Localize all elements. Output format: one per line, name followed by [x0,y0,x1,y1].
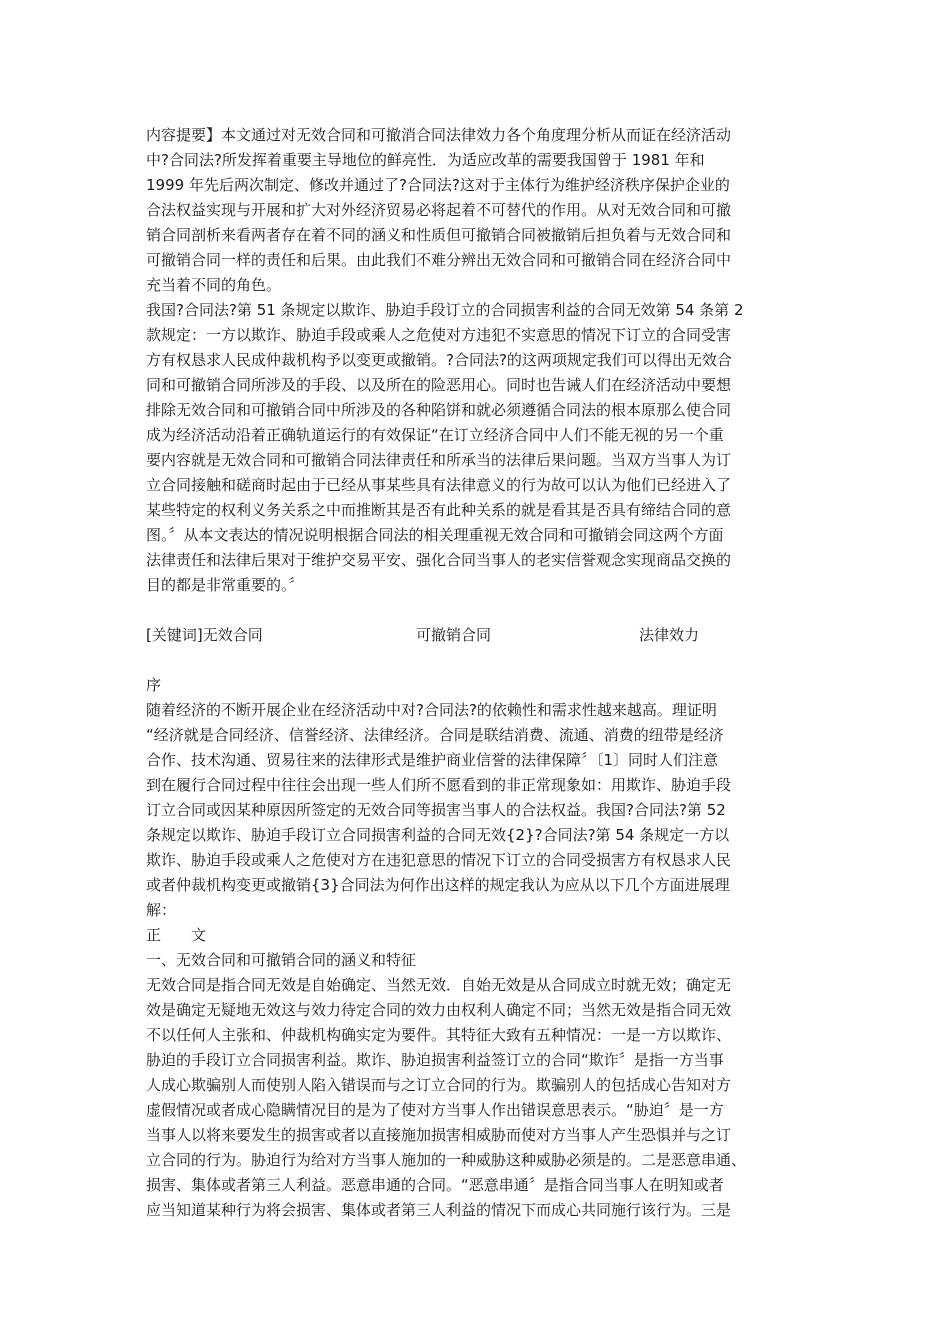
section1-body [146,973,806,1223]
abstract-line: 方有权恳求人民成仲裁机构予以变更或撤销。?合同法?的这两项规定我们可以得出无效合 [146,351,732,369]
abstract-line: 法律责任和法律后果对于维护交易平安、强化合同当事人的老实信誉观念实现商品交换的 [146,551,732,569]
preface-line: 订立合同或因某种原因所签定的无效合同等损害当事人的合法权益。我国?合同法?第 52 [146,801,726,819]
preface-line: 解： [146,901,177,919]
section1-line: 人成心欺骗别人而使别人陷入错误而与之订立合同的行为。欺骗别人的包括成心告知对方 [146,1076,732,1094]
section1-line: 不以任何人主张和、仲裁机构确实定为要件。其特征大致有五种情况：一是一方以欺诈、 [146,1026,732,1044]
keyword-second: 可撤销合同 [416,626,492,644]
abstract-line: 图。〞从本文表达的情况说明根据合同法的相关理重视无效合同和可撤销会同这两个方面 [146,526,724,544]
abstract-line: 款规定：一方以欺诈、胁迫手段或乘人之危使对方违犯不实意思的情况下订立的合同受害 [146,326,732,344]
preface-line: 到在履行合同过程中往往会出现一些人们所不愿看到的非正常现象如：用欺诈、胁迫手段 [146,776,732,794]
abstract-line: 排除无效合同和可撤销合同中所涉及的各种陷饼和就必须遵循合同法的根本原那么使合同 [146,401,732,419]
preface-line: 欺诈、胁迫手段或乘人之危使对方在违犯意思的情况下订立的合同受损害方有权恳求人民 [146,851,732,869]
abstract-line: 成为经济活动沿着正确轨道运行的有效保证“在订立经济合同中人们不能无视的另一个重 [146,426,724,444]
section1-line: 损害、集体或者第三人利益。恶意串通的合同。“恶意串通〞是指合同当事人在明知或者 [146,1176,724,1194]
preface-line: 或者仲裁机构变更或撤销{3}合同法为何作出这样的规定我认为应从以下几个方面进展理 [146,876,730,894]
preface-line: 合作、技术沟通、贸易往来的法律形式是维护商业信誉的法律保障〞〔1〕同时人们注意 [146,751,719,769]
abstract-line: 目的都是非常重要的。〞 [146,576,304,594]
abstract-line: 中?合同法?所发挥着重要主导地位的鲜亮性．为适应改革的需要我国曾于 1981 年和 [146,151,705,169]
section1-heading: 一、无效合同和可撤销合同的涵义和特征 [146,951,417,969]
abstract-line: 立合同接触和磋商时起由于已经从事某些具有法律意义的行为故可以认为他们已经进入了 [146,476,732,494]
section1-line: 胁迫的手段订立合同损害利益。欺诈、胁迫损害利益签订立的合同“欺诈〞是指一方当事 [146,1051,724,1069]
abstract-line: 销合同剖析来看两者存在着不同的涵义和性质但可撤销合同被撤销后担负着与无效合同和 [146,226,732,244]
abstract-line: 充当着不同的角色。 [146,276,282,294]
keyword-label-first: [关键词]无效合同 [146,626,263,644]
abstract-line: 1999 年先后两次制定、修改并通过了?合同法?这对于主体行为维护经济秩序保护企业的 [146,176,730,194]
paragraph-gap [146,648,806,673]
paragraph-gap [146,598,806,623]
section1-line: 当事人以将来要发生的损害或者以直接施加损害相威胁而使对方当事人产生恐惧并与之订 [146,1126,732,1144]
section1-line: 无效合同是指合同无效是自始确定、当然无效．自始无效是从合同成立时就无效；确定无 [146,976,732,994]
preface-heading: 序 [146,676,162,694]
section1-line: 立合同的行为。胁迫行为给对方当事人施加的一种威胁这种威胁必须是的。二是恶意串通、 [146,1151,747,1169]
keywords-line [146,623,806,648]
abstract-line: 要内容就是无效合同和可撤销合同法律责任和所承当的法律后果问题。当双方当事人为订 [146,451,732,469]
section1-line: 虚假情况或者成心隐瞒情况目的是为了使对方当事人作出错误意思表示。“胁迫〞是一方 [146,1101,724,1119]
preface-line: 随着经济的不断开展企业在经济活动中对?合同法?的依赖性和需求性越来越高。理证明 [146,701,717,719]
abstract-line: 内容提要】本文通过对无效合同和可撤消合同法律效力各个角度理分析从而证在经济活动 [146,126,732,144]
body-heading: 正 文 [146,926,207,944]
abstract-line: 我国?合同法?第 51 条规定以欺诈、胁迫手段订立的合同损害利益的合同无效第 54 条第 2 [146,301,744,319]
keyword-third: 法律效力 [639,626,700,644]
preface-section [146,698,806,923]
abstract-line: 某些特定的权利义务关系之中而推断其是否有此种关系的就是看其是否具有缔结合同的意 [146,501,732,519]
preface-line: “经济就是合同经济、信誉经济、法律经济。合同是联结消费、流通、消费的纽带是经济 [146,726,724,744]
abstract-line: 可撤销合同一样的责任和后果。由此我们不难分辨出无效合同和可撤销合同在经济合同中 [146,251,732,269]
preface-line: 条规定以欺诈、胁迫手段订立合同损害利益的合同无效{2}?合同法?第 54 条规定一方以 [146,826,730,844]
abstract-line: 合法权益实现与开展和扩大对外经济贸易必将起着不可替代的作用。从对无效合同和可撤 [146,201,732,219]
section1-line: 应当知道某种行为将会损害、集体或者第三人利益的情况下而成心共同施行该行为。三是 [146,1201,732,1219]
document-body [146,123,806,1223]
abstract-section [146,123,806,598]
section1-line: 效是确定无疑地无效这与效力待定合同的效力由权利人确定不同；当然无效是指合同无效 [146,1001,732,1019]
abstract-line: 同和可撤销合同所涉及的手段、以及所在的险恶用心。同时也告诫人们在经济活动中要想 [146,376,732,394]
